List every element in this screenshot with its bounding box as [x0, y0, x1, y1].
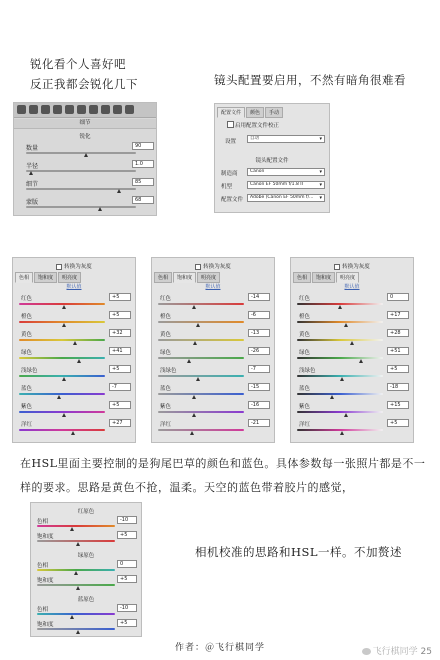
hsl-slider-thumb[interactable]: [77, 359, 81, 363]
hsl-slider-track[interactable]: [158, 393, 244, 395]
calib-slider-thumb[interactable]: [76, 542, 80, 546]
hsl-slider-thumb[interactable]: [340, 431, 344, 435]
panel-toolbar: [14, 103, 156, 118]
hsl-tab[interactable]: 色相: [293, 272, 311, 283]
hsl-slider-value[interactable]: +5: [109, 311, 131, 319]
basic-panel-icon[interactable]: [17, 105, 26, 114]
hsl-slider-thumb[interactable]: [359, 359, 363, 363]
lens-field-label: 制造商: [221, 171, 238, 177]
hsl-tabs: [154, 272, 272, 281]
grayscale-label: 转换为灰度: [342, 264, 370, 270]
sharpen-section-title: 锐化: [79, 134, 91, 140]
hsl-slider-label: 绿色: [299, 350, 311, 356]
hsl-slider-thumb[interactable]: [62, 305, 66, 309]
weibo-icon: [362, 648, 371, 655]
hsl-slider-label: 红色: [160, 296, 172, 302]
hsl-slider-value[interactable]: +17: [387, 311, 409, 319]
hsl-slider-value[interactable]: -21: [248, 419, 270, 427]
primary-group-title: 绿原色: [77, 553, 95, 559]
note-sharpen-1: 锐化看个人喜好吧: [30, 57, 126, 71]
hsl-slider-thumb[interactable]: [71, 431, 75, 435]
hsl-slider-label: 红色: [299, 296, 311, 302]
hsl-slider-thumb[interactable]: [187, 359, 191, 363]
hsl-slider-label: 紫色: [160, 404, 172, 410]
hsl-slider-track[interactable]: [297, 339, 383, 341]
fx-icon[interactable]: [89, 105, 98, 114]
hsl-icon[interactable]: [53, 105, 62, 114]
calib-slider-value[interactable]: +5: [117, 619, 137, 627]
hsl-slider-track[interactable]: [158, 339, 244, 341]
hsl-slider-label: 洋红: [160, 422, 172, 428]
hsl-tabs: [15, 272, 133, 281]
slider-thumb[interactable]: [117, 189, 121, 193]
lens-field-dropdown[interactable]: Adobe (Canon EF 50mm f/... ▾: [247, 194, 325, 202]
slider-value[interactable]: 85: [132, 178, 154, 186]
hsl-slider-value[interactable]: +28: [387, 329, 409, 337]
defaults-link[interactable]: 默认值: [205, 284, 221, 290]
primary-group-title: 蓝原色: [77, 597, 95, 603]
watermark: [362, 644, 432, 657]
enable-profile-checkbox[interactable]: [227, 121, 234, 128]
lens-panel: [214, 103, 330, 213]
slider-track[interactable]: [26, 170, 136, 172]
split-toning-icon[interactable]: [65, 105, 74, 114]
slider-thumb[interactable]: [29, 171, 33, 175]
hsl-slider-label: 黄色: [21, 332, 33, 338]
calib-slider-value[interactable]: -10: [117, 516, 137, 524]
calib-slider-value[interactable]: 0: [117, 560, 137, 568]
hsl-slider-label: 红色: [21, 296, 33, 302]
slider-thumb[interactable]: [84, 153, 88, 157]
slider-label: 半径: [26, 163, 39, 170]
calib-slider-label: 色相: [37, 607, 49, 613]
defaults-link[interactable]: 默认值: [66, 284, 82, 290]
hsl-slider-value[interactable]: -6: [248, 311, 270, 319]
presets-icon[interactable]: [113, 105, 122, 114]
hsl-slider-thumb[interactable]: [338, 305, 342, 309]
hsl-slider-value[interactable]: +41: [109, 347, 131, 355]
note-lens: 镜头配置要启用，不然有暗角很难看: [214, 73, 406, 87]
lens-profile-section-title: 镜头配置文件: [255, 158, 289, 164]
hsl-tab[interactable]: 明亮度: [197, 272, 220, 283]
hsl-slider-thumb[interactable]: [330, 395, 334, 399]
grayscale-checkbox[interactable]: [334, 264, 340, 270]
grayscale-header: [152, 262, 274, 270]
hsl-slider-label: 黄色: [160, 332, 172, 338]
hsl-slider-thumb[interactable]: [62, 323, 66, 327]
hsl-panel: [12, 257, 136, 443]
hsl-slider-track[interactable]: [19, 339, 105, 341]
hsl-slider-label: 紫色: [21, 404, 33, 410]
hsl-slider-thumb[interactable]: [350, 341, 354, 345]
calib-slider-label: 饱和度: [37, 578, 54, 584]
calib-slider-label: 饱和度: [37, 534, 54, 540]
lens-field-label: 配置文件: [221, 197, 244, 203]
snapshots-icon[interactable]: [125, 105, 134, 114]
hsl-slider-thumb[interactable]: [196, 323, 200, 327]
hsl-slider-value[interactable]: -7: [109, 383, 131, 391]
hsl-slider-thumb[interactable]: [344, 323, 348, 327]
grayscale-checkbox[interactable]: [56, 264, 62, 270]
hsl-slider-value[interactable]: +27: [109, 419, 131, 427]
calib-slider-label: 饱和度: [37, 622, 54, 628]
hsl-slider-label: 洋红: [299, 422, 311, 428]
author-footer: 作者：＠飞行棋同学: [174, 643, 265, 653]
calib-slider-thumb[interactable]: [70, 527, 74, 531]
note-calibration: 相机校准的思路和HSL一样。不加赘述: [195, 545, 403, 559]
hsl-slider-label: 洋红: [21, 422, 33, 428]
hsl-slider-thumb[interactable]: [62, 377, 66, 381]
lens-field-dropdown[interactable]: Canon EF 50mm f/1.8 II ▾: [247, 181, 325, 189]
hsl-slider-thumb[interactable]: [340, 377, 344, 381]
calib-slider-value[interactable]: +5: [117, 531, 137, 539]
setup-label: 设置: [225, 139, 237, 145]
hsl-slider-track[interactable]: [297, 393, 383, 395]
hsl-slider-label: 橙色: [299, 314, 311, 320]
hsl-slider-track[interactable]: [158, 429, 244, 431]
tone-curve-icon[interactable]: [29, 105, 38, 114]
grayscale-label: 转换为灰度: [64, 264, 92, 270]
slider-value[interactable]: 90: [132, 142, 154, 150]
slider-label: 蒙版: [26, 199, 39, 206]
hsl-slider-thumb[interactable]: [190, 431, 194, 435]
lens-field-dropdown[interactable]: Canon ▾: [247, 168, 325, 176]
grayscale-header: [13, 262, 135, 270]
hsl-slider-label: 浅绿色: [160, 368, 177, 374]
hsl-slider-value[interactable]: -15: [248, 383, 270, 391]
grayscale-label: 转换为灰度: [203, 264, 231, 270]
hsl-slider-label: 蓝色: [21, 386, 33, 392]
hsl-slider-label: 蓝色: [160, 386, 172, 392]
hsl-slider-value[interactable]: +32: [109, 329, 131, 337]
hsl-slider-label: 黄色: [299, 332, 311, 338]
calib-slider-thumb[interactable]: [76, 586, 80, 590]
hsl-slider-track[interactable]: [297, 357, 383, 359]
hsl-tab[interactable]: 明亮度: [58, 272, 81, 283]
calib-slider-label: 色相: [37, 519, 49, 525]
hsl-tab[interactable]: 饱和度: [312, 272, 335, 283]
watermark-text: 飞行棋同学: [372, 647, 418, 657]
hsl-tab[interactable]: 饱和度: [173, 272, 196, 283]
lens-tab[interactable]: 颜色: [246, 107, 264, 118]
page-number: 25: [420, 647, 432, 657]
hsl-slider-label: 浅绿色: [299, 368, 316, 374]
calib-slider-value[interactable]: -10: [117, 604, 137, 612]
hsl-tab[interactable]: 饱和度: [34, 272, 57, 283]
hsl-slider-thumb[interactable]: [192, 413, 196, 417]
lens-tab[interactable]: 配置文件: [217, 107, 245, 118]
hsl-slider-value[interactable]: -13: [248, 329, 270, 337]
hsl-slider-label: 蓝色: [299, 386, 311, 392]
hsl-slider-label: 浅绿色: [21, 368, 38, 374]
lens-field-label: 机型: [221, 184, 233, 190]
hsl-slider-track[interactable]: [19, 429, 105, 431]
calib-slider-track[interactable]: [37, 613, 115, 615]
hsl-slider-track[interactable]: [158, 357, 244, 359]
hsl-slider-value[interactable]: -16: [248, 401, 270, 409]
note-hsl: 在HSL里面主要控制的是狗尾巴草的颜色和蓝色。具体参数每一张照片都是不一样的要求。思路是黄色不抢，温柔。天空的蓝色带着胶片的感觉，: [20, 457, 426, 494]
hsl-slider-value[interactable]: 0: [387, 293, 409, 301]
calib-slider-value[interactable]: +5: [117, 575, 137, 583]
detail-panel: [13, 102, 157, 216]
hsl-slider-value[interactable]: +15: [387, 401, 409, 409]
hsl-tab[interactable]: 色相: [15, 272, 33, 283]
note-sharpen-2: 反正我都会锐化几下: [30, 77, 138, 91]
defaults-link[interactable]: 默认值: [344, 284, 360, 290]
slider-track[interactable]: [26, 206, 136, 208]
detail-header: 细节: [14, 119, 156, 129]
hsl-slider-thumb[interactable]: [192, 305, 196, 309]
enable-profile-label: 启用配置文件校正: [235, 123, 280, 129]
hsl-slider-track[interactable]: [297, 411, 383, 413]
hsl-slider-thumb[interactable]: [192, 395, 196, 399]
hsl-slider-label: 紫色: [299, 404, 311, 410]
hsl-slider-track[interactable]: [297, 321, 383, 323]
slider-value[interactable]: 68: [132, 196, 154, 204]
hsl-slider-value[interactable]: +5: [109, 401, 131, 409]
hsl-slider-value[interactable]: +5: [387, 365, 409, 373]
hsl-slider-value[interactable]: -14: [248, 293, 270, 301]
calib-slider-thumb[interactable]: [70, 615, 74, 619]
hsl-slider-label: 橙色: [160, 314, 172, 320]
hsl-slider-label: 橙色: [21, 314, 33, 320]
calib-slider-label: 色相: [37, 563, 49, 569]
calib-slider-thumb[interactable]: [74, 571, 78, 575]
hsl-slider-track[interactable]: [158, 375, 244, 377]
lens-icon[interactable]: [77, 105, 86, 114]
calibration-icon[interactable]: [101, 105, 110, 114]
calib-slider-thumb[interactable]: [76, 630, 80, 634]
hsl-slider-thumb[interactable]: [57, 395, 61, 399]
hsl-slider-value[interactable]: -7: [248, 365, 270, 373]
calibration-panel: [30, 502, 142, 637]
hsl-slider-label: 绿色: [21, 350, 33, 356]
grayscale-header: [291, 262, 413, 270]
hsl-slider-thumb[interactable]: [193, 341, 197, 345]
hsl-slider-value[interactable]: +5: [109, 365, 131, 373]
hsl-slider-track[interactable]: [158, 303, 244, 305]
slider-thumb[interactable]: [98, 207, 102, 211]
setup-dropdown[interactable]: 自动 ▾: [247, 135, 325, 143]
slider-value[interactable]: 1.0: [132, 160, 154, 168]
hsl-panel: [290, 257, 414, 443]
hsl-slider-thumb[interactable]: [196, 377, 200, 381]
hsl-slider-value[interactable]: +5: [109, 293, 131, 301]
detail-icon[interactable]: [41, 105, 50, 114]
hsl-tab[interactable]: 色相: [154, 272, 172, 283]
hsl-slider-thumb[interactable]: [73, 341, 77, 345]
primary-group-title: 红原色: [77, 509, 95, 515]
grayscale-checkbox[interactable]: [195, 264, 201, 270]
hsl-panel: [151, 257, 275, 443]
hsl-slider-track[interactable]: [19, 357, 105, 359]
hsl-slider-value[interactable]: -18: [387, 383, 409, 391]
hsl-slider-value[interactable]: -26: [248, 347, 270, 355]
hsl-tabs: [293, 272, 411, 281]
hsl-slider-track[interactable]: [158, 321, 244, 323]
slider-track[interactable]: [26, 152, 136, 154]
hsl-slider-thumb[interactable]: [62, 413, 66, 417]
hsl-slider-value[interactable]: +51: [387, 347, 409, 355]
slider-label: 数量: [26, 145, 39, 152]
hsl-slider-thumb[interactable]: [344, 413, 348, 417]
hsl-slider-track[interactable]: [19, 393, 105, 395]
lens-tab[interactable]: 手动: [265, 107, 283, 118]
slider-label: 细节: [26, 181, 39, 188]
hsl-tab[interactable]: 明亮度: [336, 272, 359, 283]
hsl-slider-value[interactable]: +5: [387, 419, 409, 427]
hsl-slider-label: 绿色: [160, 350, 172, 356]
calib-slider-track[interactable]: [37, 525, 115, 527]
hsl-slider-track[interactable]: [158, 411, 244, 413]
